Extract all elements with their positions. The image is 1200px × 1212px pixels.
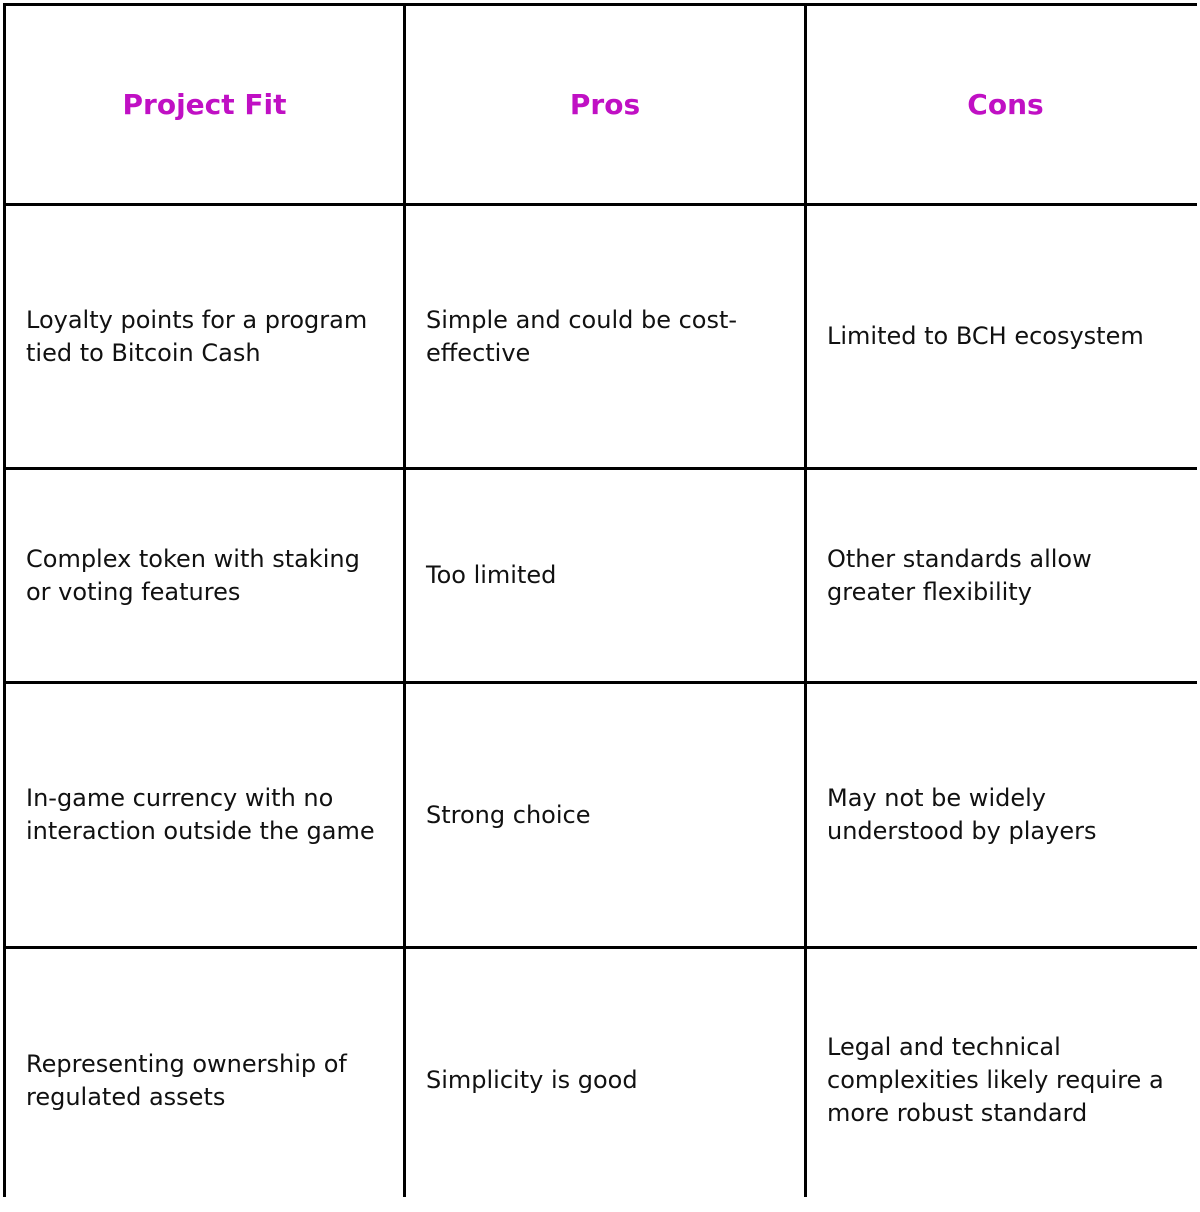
header-project-fit: Project Fit [6,6,403,203]
row-3-cons: May not be widely understood by players [807,684,1200,946]
row-2-project-fit: Complex token with staking or voting features [6,470,403,681]
row-1-pros: Simple and could be cost-effective [406,206,804,467]
row-4-project-fit: Representing ownership of regulated assets [6,949,403,1212]
row-1-cons: Limited to BCH ecosystem [807,206,1200,467]
row-2-pros: Too limited [406,470,804,681]
header-pros: Pros [406,6,804,203]
row-1-project-fit: Loyalty points for a program tied to Bitcoin Cash [6,206,403,467]
row-3-pros: Strong choice [406,684,804,946]
row-4-pros: Simplicity is good [406,949,804,1212]
comparison-table [3,3,1197,1197]
row-4-cons: Legal and technical complexities likely require a more robust standard [807,949,1200,1212]
header-cons: Cons [807,6,1200,203]
row-3-project-fit: In-game currency with no interaction outside the game [6,684,403,946]
row-2-cons: Other standards allow greater flexibility [807,470,1200,681]
